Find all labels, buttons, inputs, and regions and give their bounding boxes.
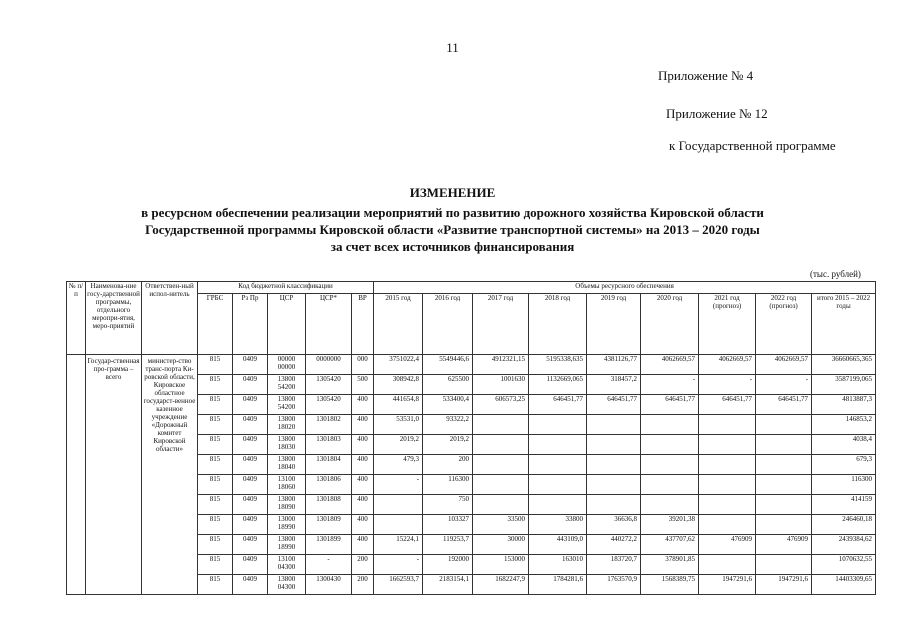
cell-vr: 400	[352, 435, 374, 455]
header-2017: 2017 год	[473, 294, 529, 355]
cell-y2020	[641, 495, 699, 515]
cell-total: 116300	[812, 475, 876, 495]
cell-y2016: 103327	[423, 515, 473, 535]
cell-y2022	[756, 495, 812, 515]
cell-y2015: 308942,8	[374, 375, 423, 395]
cell-grbs: 815	[198, 455, 233, 475]
cell-y2018	[529, 495, 587, 515]
cell-total: 679,3	[812, 455, 876, 475]
program-name-cell: Государ-ственная про-грамма – всего	[86, 355, 142, 595]
cell-y2016: 116300	[423, 475, 473, 495]
cell-y2016: 192000	[423, 555, 473, 575]
cell-total: 3587199,065	[812, 375, 876, 395]
cell-y2022: 4062669,57	[756, 355, 812, 375]
cell-vr: 000	[352, 355, 374, 375]
page-number: 11	[446, 40, 459, 55]
resource-table	[66, 281, 876, 595]
cell-csr2: 1301803	[306, 435, 352, 455]
cell-csr: 13800 18090	[268, 495, 306, 515]
cell-y2019: 1763570,9	[587, 575, 641, 595]
cell-csr: 13100 18060	[268, 475, 306, 495]
cell-y2018	[529, 475, 587, 495]
cell-csr2: 1305420	[306, 395, 352, 415]
cell-grbs: 815	[198, 535, 233, 555]
header-executor: Ответствен-ный испол-нитель	[142, 282, 198, 355]
cell-y2017: 33500	[473, 515, 529, 535]
cell-rzpr: 0409	[233, 495, 268, 515]
header-2019: 2019 год	[587, 294, 641, 355]
cell-y2022	[756, 515, 812, 535]
cell-y2017	[473, 455, 529, 475]
cell-rzpr: 0409	[233, 455, 268, 475]
cell-total: 36660665,365	[812, 355, 876, 375]
cell-y2018: 163010	[529, 555, 587, 575]
header-2018: 2018 год	[529, 294, 587, 355]
cell-y2020: 646451,77	[641, 395, 699, 415]
cell-grbs: 815	[198, 475, 233, 495]
cell-y2021	[699, 475, 756, 495]
cell-vr: 400	[352, 455, 374, 475]
cell-y2016: 625500	[423, 375, 473, 395]
cell-vr: 200	[352, 555, 374, 575]
header-name: Наименова-ние госу-дарственной программы, отдельного меропри-ятия, меро-приятий	[86, 282, 142, 355]
document-subtitle: за счет всех источников финансирования	[330, 239, 575, 254]
header-csr: ЦСР	[268, 294, 306, 355]
cell-y2022: 646451,77	[756, 395, 812, 415]
cell-total: 14403309,65	[812, 575, 876, 595]
cell-y2020	[641, 475, 699, 495]
cell-grbs: 815	[198, 575, 233, 595]
cell-y2017	[473, 415, 529, 435]
cell-vr: 400	[352, 475, 374, 495]
cell-y2015: -	[374, 555, 423, 575]
cell-y2018: 5195338,635	[529, 355, 587, 375]
cell-y2020	[641, 415, 699, 435]
cell-y2021	[699, 435, 756, 455]
cell-rzpr: 0409	[233, 395, 268, 415]
cell-y2019	[587, 475, 641, 495]
document-title: ИЗМЕНЕНИЕ	[409, 185, 496, 200]
header-budget-code: Код бюджетной классификации	[198, 282, 374, 294]
cell-y2018	[529, 415, 587, 435]
cell-csr2: -	[306, 555, 352, 575]
cell-csr: 13800 04300	[268, 575, 306, 595]
cell-grbs: 815	[198, 435, 233, 455]
cell-y2019: 183720,7	[587, 555, 641, 575]
cell-vr: 200	[352, 575, 374, 595]
cell-total: 246460,18	[812, 515, 876, 535]
cell-grbs: 815	[198, 395, 233, 415]
appendix-line: Приложение № 4	[658, 68, 754, 83]
header-2022: 2022 год (прогноз)	[756, 294, 812, 355]
cell-y2020: -	[641, 375, 699, 395]
cell-y2022	[756, 475, 812, 495]
cell-y2017: 30000	[473, 535, 529, 555]
header-2016: 2016 год	[423, 294, 473, 355]
cell-total: 4813887,3	[812, 395, 876, 415]
cell-y2022	[756, 555, 812, 575]
cell-y2017: 4912321,15	[473, 355, 529, 375]
cell-y2018: 646451,77	[529, 395, 587, 415]
header-vr: ВР	[352, 294, 374, 355]
cell-y2022: 1947291,6	[756, 575, 812, 595]
cell-vr: 400	[352, 495, 374, 515]
cell-total: 146853,2	[812, 415, 876, 435]
cell-y2018: 1132669,065	[529, 375, 587, 395]
cell-y2016: 5549446,6	[423, 355, 473, 375]
cell-y2018	[529, 435, 587, 455]
cell-y2021: 1947291,6	[699, 575, 756, 595]
cell-y2020	[641, 435, 699, 455]
cell-vr: 400	[352, 395, 374, 415]
cell-y2022	[756, 415, 812, 435]
header-grbs: ГРБС	[198, 294, 233, 355]
cell-grbs: 815	[198, 375, 233, 395]
cell-y2020: 378901,85	[641, 555, 699, 575]
cell-grbs: 815	[198, 415, 233, 435]
cell-y2021	[699, 495, 756, 515]
cell-y2018	[529, 455, 587, 475]
cell-y2021: 646451,77	[699, 395, 756, 415]
cell-csr: 13100 04300	[268, 555, 306, 575]
cell-csr: 13800 18990	[268, 535, 306, 555]
cell-y2016: 750	[423, 495, 473, 515]
cell-rzpr: 0409	[233, 375, 268, 395]
table-header-row	[67, 282, 876, 294]
header-2015: 2015 год	[374, 294, 423, 355]
cell-y2020: 437707,62	[641, 535, 699, 555]
cell-csr2: 1301899	[306, 535, 352, 555]
header-num: № п/п	[67, 282, 86, 355]
cell-y2016: 93322,2	[423, 415, 473, 435]
header-resources: Объемы ресурсного обеспечения	[374, 282, 876, 294]
header-2021: 2021 год (прогноз)	[699, 294, 756, 355]
cell-y2016: 200	[423, 455, 473, 475]
cell-vr: 400	[352, 415, 374, 435]
cell-grbs: 815	[198, 355, 233, 375]
document-subtitle: Государственной программы Кировской области «Развитие транспортной системы» на 2013 – 2020 годы	[145, 222, 760, 237]
cell-y2015	[374, 495, 423, 515]
header-rzpr: Рз Пр	[233, 294, 268, 355]
cell-y2017	[473, 435, 529, 455]
cell-y2021: 476909	[699, 535, 756, 555]
cell-y2015: 441654,8	[374, 395, 423, 415]
cell-y2015: 15224,1	[374, 535, 423, 555]
cell-y2022	[756, 455, 812, 475]
cell-y2022: 476909	[756, 535, 812, 555]
header-total: итого 2015 – 2022 годы	[812, 294, 876, 355]
cell-csr: 00000 00000	[268, 355, 306, 375]
cell-y2021	[699, 455, 756, 475]
cell-y2019: 646451,77	[587, 395, 641, 415]
cell-y2015	[374, 515, 423, 535]
cell-y2016: 119253,7	[423, 535, 473, 555]
cell-y2018: 443109,0	[529, 535, 587, 555]
cell-y2021: 4062669,57	[699, 355, 756, 375]
document-subtitle: в ресурсном обеспечении реализации мероприятий по развитию дорожного хозяйства Кировской области	[141, 205, 764, 220]
cell-csr: 13800 54200	[268, 375, 306, 395]
cell-vr: 400	[352, 515, 374, 535]
cell-grbs: 815	[198, 495, 233, 515]
cell-y2019	[587, 415, 641, 435]
cell-y2015: -	[374, 475, 423, 495]
cell-y2020	[641, 455, 699, 475]
appendix-line: к Государственной программе	[669, 138, 836, 153]
table-row	[67, 355, 876, 375]
cell-y2022: -	[756, 375, 812, 395]
cell-y2017: 1001630	[473, 375, 529, 395]
cell-y2018: 1784281,6	[529, 575, 587, 595]
cell-grbs: 815	[198, 515, 233, 535]
executor-cell: министер-ство транс-порта Ки-ровской области, Кировское областное государст-венное казенное учреждение «Дорожный комитет Кировской области»	[142, 355, 198, 595]
cell-csr: 13800 54200	[268, 395, 306, 415]
cell-rzpr: 0409	[233, 575, 268, 595]
units-note: (тыс. рублей)	[810, 269, 861, 279]
cell-rzpr: 0409	[233, 415, 268, 435]
cell-rzpr: 0409	[233, 555, 268, 575]
header-2020: 2020 год	[641, 294, 699, 355]
cell-y2016: 533400,4	[423, 395, 473, 415]
cell-total: 1070632,55	[812, 555, 876, 575]
cell-total: 4038,4	[812, 435, 876, 455]
cell-csr: 13800 18030	[268, 435, 306, 455]
cell-y2017: 1682247,9	[473, 575, 529, 595]
cell-total: 414159	[812, 495, 876, 515]
cell-y2019	[587, 495, 641, 515]
cell-csr2: 1300430	[306, 575, 352, 595]
cell-y2021	[699, 555, 756, 575]
cell-y2017: 606573,25	[473, 395, 529, 415]
cell-y2020: 1568389,75	[641, 575, 699, 595]
cell-csr2: 1301806	[306, 475, 352, 495]
cell-y2015: 2019,2	[374, 435, 423, 455]
cell-grbs: 815	[198, 555, 233, 575]
appendix-line: Приложение № 12	[666, 106, 768, 121]
cell-rzpr: 0409	[233, 475, 268, 495]
cell-csr2: 1301804	[306, 455, 352, 475]
cell-csr2: 1305420	[306, 375, 352, 395]
cell-y2019: 440272,2	[587, 535, 641, 555]
cell-csr: 13800 18040	[268, 455, 306, 475]
cell-rzpr: 0409	[233, 515, 268, 535]
cell-csr2: 1301808	[306, 495, 352, 515]
cell-y2017	[473, 495, 529, 515]
cell-rzpr: 0409	[233, 535, 268, 555]
cell-csr2: 0000000	[306, 355, 352, 375]
cell-y2019: 318457,2	[587, 375, 641, 395]
cell-y2017: 153000	[473, 555, 529, 575]
cell-y2015: 53531,0	[374, 415, 423, 435]
cell-y2017	[473, 475, 529, 495]
cell-y2015: 1662593,7	[374, 575, 423, 595]
cell-y2019	[587, 455, 641, 475]
row-number-cell	[67, 355, 86, 595]
cell-y2020: 39201,38	[641, 515, 699, 535]
cell-y2021: -	[699, 375, 756, 395]
cell-y2015: 3751022,4	[374, 355, 423, 375]
cell-csr: 13000 18990	[268, 515, 306, 535]
cell-y2015: 479,3	[374, 455, 423, 475]
cell-y2018: 33800	[529, 515, 587, 535]
header-csr2: ЦСР*	[306, 294, 352, 355]
cell-y2021	[699, 415, 756, 435]
cell-rzpr: 0409	[233, 435, 268, 455]
cell-y2020: 4062669,57	[641, 355, 699, 375]
cell-total: 2439384,62	[812, 535, 876, 555]
cell-vr: 500	[352, 375, 374, 395]
cell-y2016: 2183154,1	[423, 575, 473, 595]
cell-y2016: 2019,2	[423, 435, 473, 455]
cell-y2019: 4381126,77	[587, 355, 641, 375]
cell-rzpr: 0409	[233, 355, 268, 375]
cell-y2019	[587, 435, 641, 455]
cell-csr: 13800 18020	[268, 415, 306, 435]
cell-y2022	[756, 435, 812, 455]
cell-y2019: 36636,8	[587, 515, 641, 535]
cell-y2021	[699, 515, 756, 535]
cell-csr2: 1301809	[306, 515, 352, 535]
cell-vr: 400	[352, 535, 374, 555]
cell-csr2: 1301802	[306, 415, 352, 435]
